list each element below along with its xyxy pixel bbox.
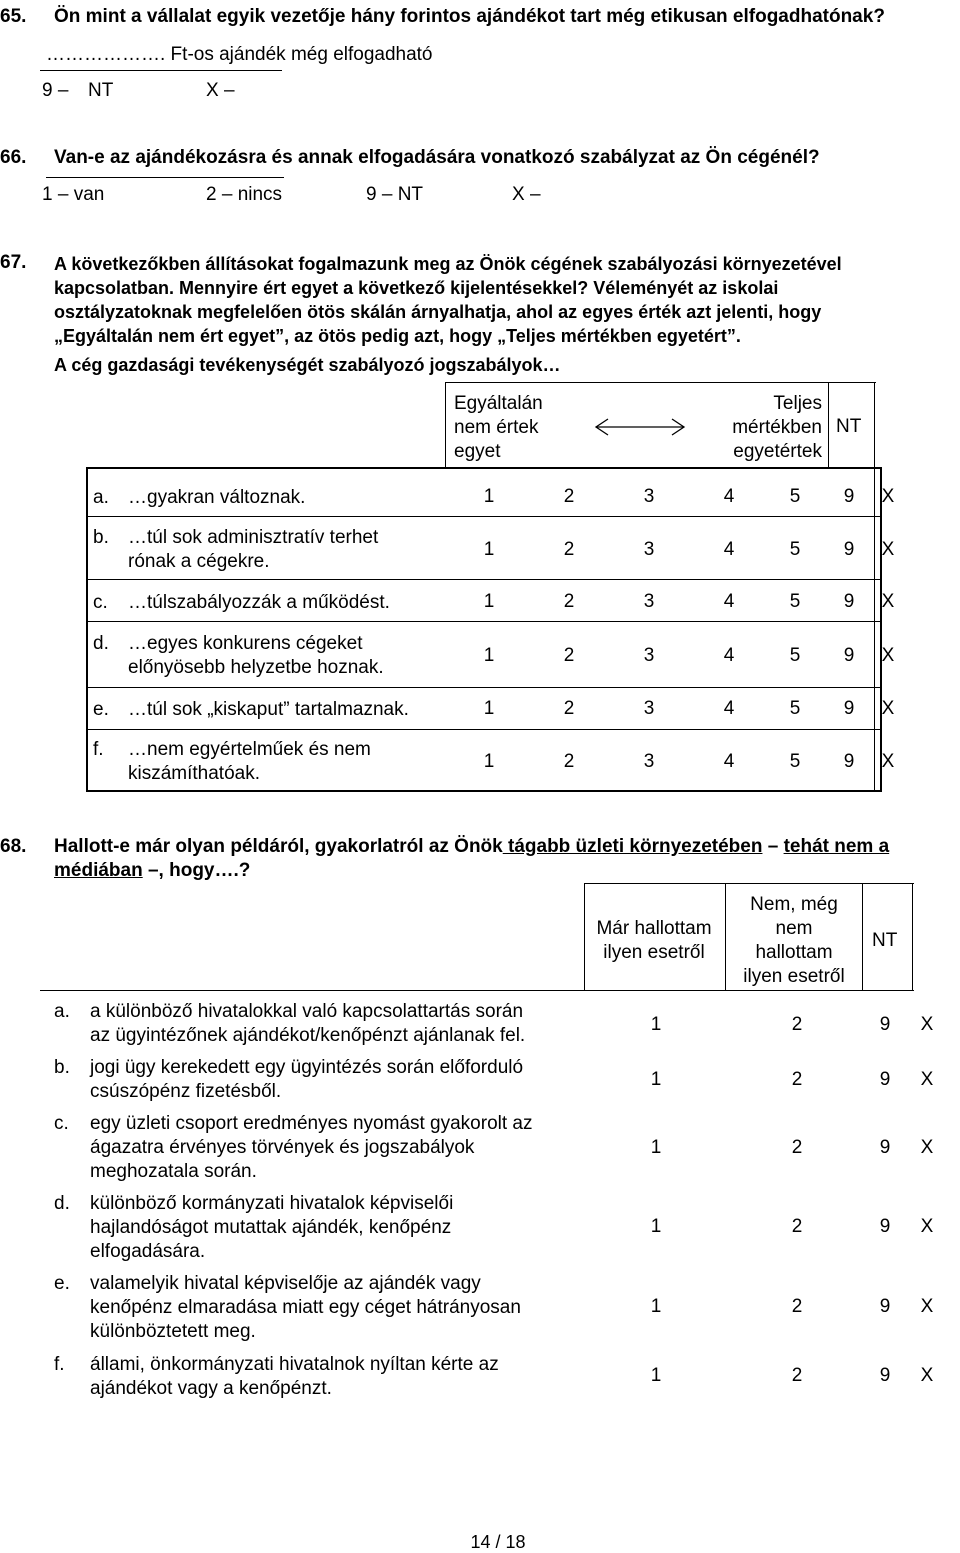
q65-number: 65. (0, 6, 27, 27)
scale-option-9[interactable]: 9 (843, 698, 855, 719)
scale-option-9[interactable]: 9 (843, 539, 855, 560)
q67-intro: A következőkben állításokat fogalmazunk meg az Önök cégének szabályozási környezetével kapcsolatban. Mennyire ért egyet a következő kijelentésekkel? Véleményét az iskolai osztályzatoknak megfelelően ötös skálán árnyalhatja, ahol az egyes érték azt jelenti, hogy „Egyáltalán nem ért egyet”, az ötös pedig azt, hogy „Teljes mértékben egyetért”. (54, 254, 842, 346)
row-letter: e. (93, 699, 109, 720)
option-x[interactable]: X (920, 1014, 934, 1035)
q66-option-nincs[interactable]: 2 – nincs (206, 184, 283, 205)
q68-header-not-heard: Nem, még nem hallottam ilyen esetről (743, 894, 845, 987)
option-2[interactable]: 2 (791, 1137, 803, 1158)
row-statement: különböző kormányzati hivatalok képviselői hajlandóságot mutattak ajándék, kenőpénz elfogadására. (90, 1193, 454, 1262)
q68-header-divider (862, 883, 863, 991)
q66-option-nt[interactable]: 9 – NT (366, 184, 424, 205)
scale-option-3[interactable]: 3 (643, 539, 655, 560)
scale-option-2[interactable]: 2 (563, 751, 575, 772)
option-9[interactable]: 9 (879, 1069, 891, 1090)
row-letter: d. (54, 1193, 70, 1214)
row-statement: …túl sok „kiskaput” tartalmaznak. (128, 699, 409, 720)
scale-option-4[interactable]: 4 (723, 539, 735, 560)
option-x[interactable]: X (920, 1216, 934, 1237)
option-9[interactable]: 9 (879, 1216, 891, 1237)
q67-row-divider (86, 687, 882, 688)
scale-option-3[interactable]: 3 (643, 645, 655, 666)
row-letter: e. (54, 1273, 70, 1294)
q67-header-left-border (445, 382, 446, 468)
scale-option-2[interactable]: 2 (563, 645, 575, 666)
q68-question-line1: Hallott-e már olyan példáról, gyakorlatról az Önök tágabb üzleti környezetében – tehát nem a (54, 836, 890, 857)
q67-header-nt: NT (836, 416, 862, 437)
option-1[interactable]: 1 (650, 1216, 662, 1237)
q66-text: Van-e az ajándékozásra és annak elfogadására vonatkozó szabályzat az Ön cégénél? (54, 147, 820, 168)
scale-option-2[interactable]: 2 (563, 486, 575, 507)
option-9[interactable]: 9 (879, 1014, 891, 1035)
scale-option-4[interactable]: 4 (723, 698, 735, 719)
q66-option-van[interactable]: 1 – van (42, 184, 105, 205)
row-letter: d. (93, 633, 109, 654)
q66-number: 66. (0, 147, 27, 168)
scale-option-9[interactable]: 9 (843, 645, 855, 666)
q68-header-bottom-border (40, 990, 914, 991)
option-2[interactable]: 2 (791, 1296, 803, 1317)
q65-text: Ön mint a vállalat egyik vezetője hány forintos ajándékot tart még etikusan elfogadhatónak? (54, 6, 885, 27)
q66-underline (46, 177, 284, 178)
scale-option-4[interactable]: 4 (723, 751, 735, 772)
q68-header-top-border (584, 883, 914, 884)
scale-option-x[interactable]: X (881, 645, 895, 666)
scale-option-2[interactable]: 2 (563, 591, 575, 612)
row-statement: jogi ügy kerekedett egy ügyintézés során előforduló csúszópénz fizetésből. (90, 1057, 524, 1102)
q66-option-x[interactable]: X – (512, 184, 541, 205)
q67-nt-left-border (874, 382, 875, 792)
scale-option-1[interactable]: 1 (483, 486, 495, 507)
q68-question-line2: médiában –, hogy….? (54, 860, 251, 881)
row-letter: a. (54, 1001, 70, 1022)
row-statement: …egyes konkurens cégeket előnyösebb helyzetbe hoznak. (128, 633, 384, 678)
scale-option-5[interactable]: 5 (789, 591, 801, 612)
q67-table-top-border (445, 382, 876, 383)
double-arrow-icon (594, 415, 686, 439)
q68-header-divider (725, 883, 726, 991)
option-2[interactable]: 2 (791, 1365, 803, 1386)
row-statement: …gyakran változnak. (128, 487, 306, 508)
scale-option-4[interactable]: 4 (723, 645, 735, 666)
q67-number: 67. (0, 252, 27, 273)
page-number: 14 / 18 (470, 1532, 526, 1552)
option-9[interactable]: 9 (879, 1137, 891, 1158)
scale-option-1[interactable]: 1 (483, 751, 495, 772)
row-statement: …túlszabályozzák a működést. (128, 592, 390, 613)
option-2[interactable]: 2 (791, 1069, 803, 1090)
row-letter: b. (54, 1057, 70, 1078)
row-letter: c. (54, 1113, 69, 1134)
option-x[interactable]: X (920, 1069, 934, 1090)
scale-option-3[interactable]: 3 (643, 591, 655, 612)
row-statement: a különböző hivatalokkal való kapcsolattartás során az ügyintézőnek ajándékot/kenőpénzt ajánlanak fel. (90, 1001, 526, 1046)
option-9[interactable]: 9 (879, 1365, 891, 1386)
q65-code-9[interactable]: 9 – (42, 80, 69, 101)
scale-option-9[interactable]: 9 (843, 486, 855, 507)
scale-option-9[interactable]: 9 (843, 751, 855, 772)
q68-number: 68. (0, 836, 27, 857)
option-x[interactable]: X (920, 1365, 934, 1386)
scale-option-3[interactable]: 3 (643, 751, 655, 772)
option-1[interactable]: 1 (650, 1014, 662, 1035)
row-letter: f. (93, 739, 104, 760)
scale-option-1[interactable]: 1 (483, 698, 495, 719)
q67-row-divider (86, 621, 882, 622)
scale-option-1[interactable]: 1 (483, 539, 495, 560)
q65-answer-line: ………………. Ft-os ajándék még elfogadható (46, 44, 433, 65)
q67-row-divider (86, 579, 882, 580)
q67-subtitle: A cég gazdasági tevékenységét szabályozó jogszabályok… (54, 355, 561, 375)
row-letter: a. (93, 487, 109, 508)
scale-option-3[interactable]: 3 (643, 698, 655, 719)
q67-row-divider (86, 729, 882, 730)
q67-table-bottom-border (86, 790, 882, 792)
option-2[interactable]: 2 (791, 1014, 803, 1035)
option-x[interactable]: X (920, 1296, 934, 1317)
row-statement: …nem egyértelműek és nem kiszámíthatóak. (128, 739, 371, 784)
scale-option-x[interactable]: X (881, 751, 895, 772)
option-1[interactable]: 1 (650, 1137, 662, 1158)
option-x[interactable]: X (920, 1137, 934, 1158)
scale-option-5[interactable]: 5 (789, 645, 801, 666)
scale-option-3[interactable]: 3 (643, 486, 655, 507)
scale-option-1[interactable]: 1 (483, 591, 495, 612)
scale-option-5[interactable]: 5 (789, 698, 801, 719)
q68-header-right-border (912, 883, 913, 991)
q67-header-divider (828, 382, 829, 468)
scale-option-5[interactable]: 5 (789, 751, 801, 772)
option-1[interactable]: 1 (650, 1069, 662, 1090)
scale-option-2[interactable]: 2 (563, 698, 575, 719)
q65-code-x[interactable]: X – (206, 80, 235, 101)
scale-option-x[interactable]: X (881, 591, 895, 612)
option-1[interactable]: 1 (650, 1365, 662, 1386)
option-1[interactable]: 1 (650, 1296, 662, 1317)
scale-option-4[interactable]: 4 (723, 591, 735, 612)
scale-option-1[interactable]: 1 (483, 645, 495, 666)
option-2[interactable]: 2 (791, 1216, 803, 1237)
row-letter: c. (93, 592, 108, 613)
q67-row-divider (86, 516, 882, 517)
q68-header-nt: NT (872, 930, 898, 951)
q65-code-nt[interactable]: NT (88, 80, 114, 101)
q65-underline (40, 70, 282, 71)
q68-header-left-border (584, 883, 585, 991)
scale-option-9[interactable]: 9 (843, 591, 855, 612)
scale-option-5[interactable]: 5 (789, 486, 801, 507)
row-statement: állami, önkormányzati hivatalnok nyíltan kérte az ajándékot vagy a kenőpénzt. (90, 1354, 499, 1399)
scale-option-x[interactable]: X (881, 486, 895, 507)
scale-option-2[interactable]: 2 (563, 539, 575, 560)
row-letter: f. (54, 1354, 65, 1375)
q67-header-right: Teljes mértékben egyetértek (732, 393, 822, 462)
q67-header-left: Egyáltalán nem értek egyet (454, 393, 543, 462)
scale-option-4[interactable]: 4 (723, 486, 735, 507)
row-statement: valamelyik hivatal képviselője az ajándék vagy kenőpénz elmaradása miatt egy céget hátrányosan különböztetett meg. (90, 1273, 521, 1342)
q67-header-bottom-border (86, 467, 882, 469)
q68-header-heard: Már hallottam ilyen esetről (596, 918, 712, 963)
row-letter: b. (93, 527, 109, 548)
scale-option-x[interactable]: X (881, 539, 895, 560)
option-9[interactable]: 9 (879, 1296, 891, 1317)
scale-option-5[interactable]: 5 (789, 539, 801, 560)
row-statement: …túl sok adminisztratív terhet rónak a cégekre. (128, 527, 379, 572)
scale-option-x[interactable]: X (881, 698, 895, 719)
row-statement: egy üzleti csoport eredményes nyomást gyakorolt az ágazatra érvényes törvények és jogszabályok meghozatala során. (90, 1113, 533, 1182)
